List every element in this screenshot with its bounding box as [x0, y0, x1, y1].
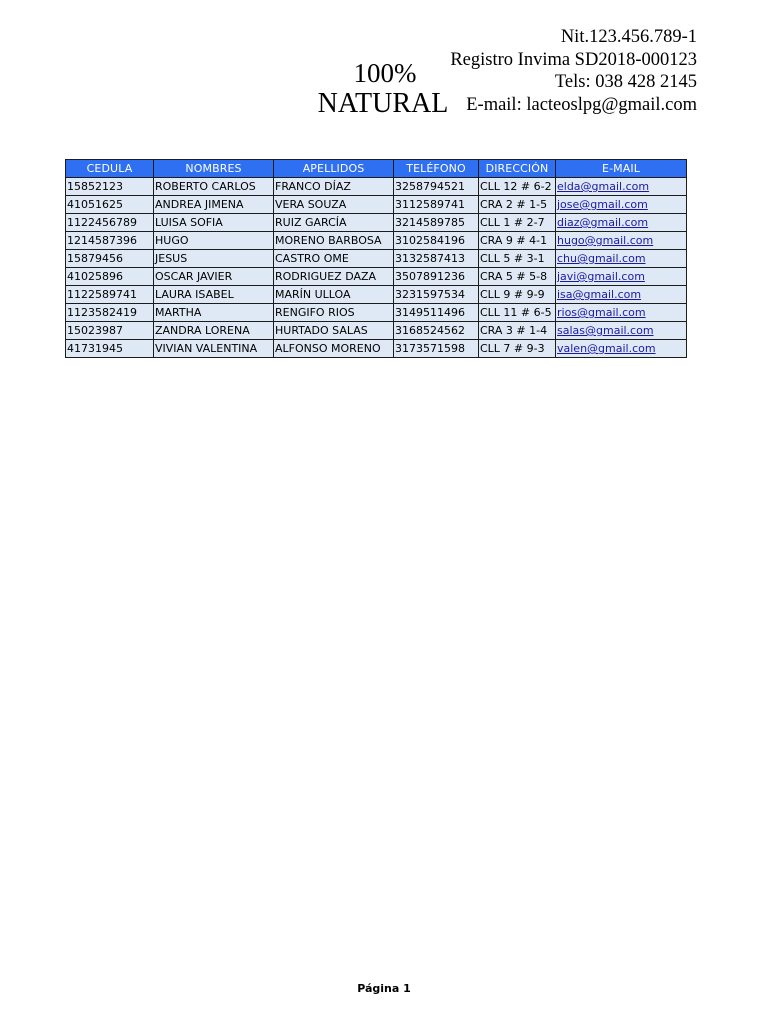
cell-apellidos: VERA SOUZA — [274, 196, 394, 214]
cell-apellidos: MORENO BARBOSA — [274, 232, 394, 250]
cell-nombres: ROBERTO CARLOS — [154, 178, 274, 196]
cell-email — [556, 232, 687, 250]
page-number: Página 1 — [357, 982, 411, 995]
cell-cedula: 15023987 — [66, 322, 154, 340]
cell-telefono: 3507891236 — [394, 268, 479, 286]
cell-email — [556, 196, 687, 214]
cell-apellidos: RUIZ GARCÍA — [274, 214, 394, 232]
cell-email — [556, 286, 687, 304]
cell-direccion: CLL 11 # 6-5 — [479, 304, 556, 322]
cell-telefono: 3173571598 — [394, 340, 479, 358]
cell-telefono: 3214589785 — [394, 214, 479, 232]
brand-line-2: NATURAL — [317, 88, 449, 119]
cell-direccion: CLL 7 # 9-3 — [479, 340, 556, 358]
cell-email — [556, 178, 687, 196]
cell-cedula: 1214587396 — [66, 232, 154, 250]
cell-nombres: JESUS — [154, 250, 274, 268]
cell-email — [556, 214, 687, 232]
column-header-nombres: NOMBRES — [154, 160, 274, 178]
cell-direccion: CLL 12 # 6-2 — [479, 178, 556, 196]
cell-nombres: ZANDRA LORENA — [154, 322, 274, 340]
email-link[interactable]: jose@gmail.com — [557, 198, 648, 211]
cell-nombres: OSCAR JAVIER — [154, 268, 274, 286]
cell-direccion: CRA 2 # 1-5 — [479, 196, 556, 214]
cell-nombres: ANDREA JIMENA — [154, 196, 274, 214]
cell-nombres: VIVIAN VALENTINA — [154, 340, 274, 358]
cell-apellidos: RENGIFO RIOS — [274, 304, 394, 322]
column-header-telefono: TELÉFONO — [394, 160, 479, 178]
column-header-apellidos: APELLIDOS — [274, 160, 394, 178]
cell-cedula: 41051625 — [66, 196, 154, 214]
cell-nombres: LUISA SOFIA — [154, 214, 274, 232]
company-email-text: E-mail: lacteoslpg@gmail.com — [466, 94, 697, 115]
cell-apellidos: FRANCO DÍAZ — [274, 178, 394, 196]
cell-cedula: 41025896 — [66, 268, 154, 286]
cell-cedula: 1122456789 — [66, 214, 154, 232]
table-row — [66, 250, 687, 268]
cell-cedula: 15879456 — [66, 250, 154, 268]
cell-apellidos: CASTRO OME — [274, 250, 394, 268]
cell-email — [556, 322, 687, 340]
cell-telefono: 3149511496 — [394, 304, 479, 322]
cell-cedula: 15852123 — [66, 178, 154, 196]
telephone-text: Tels: 038 428 2145 — [554, 72, 697, 92]
email-link[interactable]: hugo@gmail.com — [557, 234, 654, 247]
table-body — [66, 178, 687, 358]
column-header-cedula: CEDULA — [66, 160, 154, 178]
email-link[interactable]: diaz@gmail.com — [557, 216, 649, 229]
cell-nombres: LAURA ISABEL — [154, 286, 274, 304]
table-row — [66, 340, 687, 358]
cell-telefono: 3112589741 — [394, 196, 479, 214]
cell-direccion: CLL 1 # 2-7 — [479, 214, 556, 232]
cell-nombres: MARTHA — [154, 304, 274, 322]
brand-line-1: 100% — [353, 58, 417, 88]
clients-table — [65, 159, 687, 358]
table-row — [66, 196, 687, 214]
cell-direccion: CLL 5 # 3-1 — [479, 250, 556, 268]
email-link[interactable]: javi@gmail.com — [557, 270, 645, 283]
email-link[interactable]: chu@gmail.com — [557, 252, 646, 265]
table-row — [66, 322, 687, 340]
cell-email — [556, 268, 687, 286]
table-row — [66, 304, 687, 322]
company-contact-block — [450, 26, 697, 116]
column-header-email: E-MAIL — [556, 160, 687, 178]
cell-email — [556, 304, 687, 322]
table-row — [66, 214, 687, 232]
table-row — [66, 232, 687, 250]
cell-telefono: 3102584196 — [394, 232, 479, 250]
email-link[interactable]: elda@gmail.com — [557, 180, 650, 193]
email-link[interactable]: salas@gmail.com — [557, 324, 654, 337]
cell-nombres: HUGO — [154, 232, 274, 250]
cell-cedula: 1122589741 — [66, 286, 154, 304]
cell-direccion: CRA 9 # 4-1 — [479, 232, 556, 250]
table-row — [66, 268, 687, 286]
cell-telefono: 3132587413 — [394, 250, 479, 268]
cell-direccion: CRA 3 # 1-4 — [479, 322, 556, 340]
cell-email — [556, 340, 687, 358]
cell-direccion: CLL 9 # 9-9 — [479, 286, 556, 304]
cell-apellidos: RODRIGUEZ DAZA — [274, 268, 394, 286]
table-row — [66, 178, 687, 196]
registro-invima-text: Registro Invima SD2018-000123 — [450, 49, 697, 70]
cell-apellidos: HURTADO SALAS — [274, 322, 394, 340]
email-link[interactable]: rios@gmail.com — [557, 306, 646, 319]
cell-direccion: CRA 5 # 5-8 — [479, 268, 556, 286]
cell-telefono: 3258794521 — [394, 178, 479, 196]
cell-cedula: 41731945 — [66, 340, 154, 358]
cell-cedula: 1123582419 — [66, 304, 154, 322]
cell-telefono: 3231597534 — [394, 286, 479, 304]
cell-apellidos: MARÍN ULLOA — [274, 286, 394, 304]
column-header-direccion: DIRECCIÓN — [479, 160, 556, 178]
cell-telefono: 3168524562 — [394, 322, 479, 340]
email-link[interactable]: valen@gmail.com — [557, 342, 656, 355]
table-header-row — [66, 160, 687, 178]
cell-email — [556, 250, 687, 268]
email-link[interactable]: isa@gmail.com — [557, 288, 642, 301]
brand-logo-text — [298, 58, 468, 120]
cell-apellidos: ALFONSO MORENO — [274, 340, 394, 358]
nit-text: Nit.123.456.789-1 — [560, 27, 697, 47]
table-row — [66, 286, 687, 304]
